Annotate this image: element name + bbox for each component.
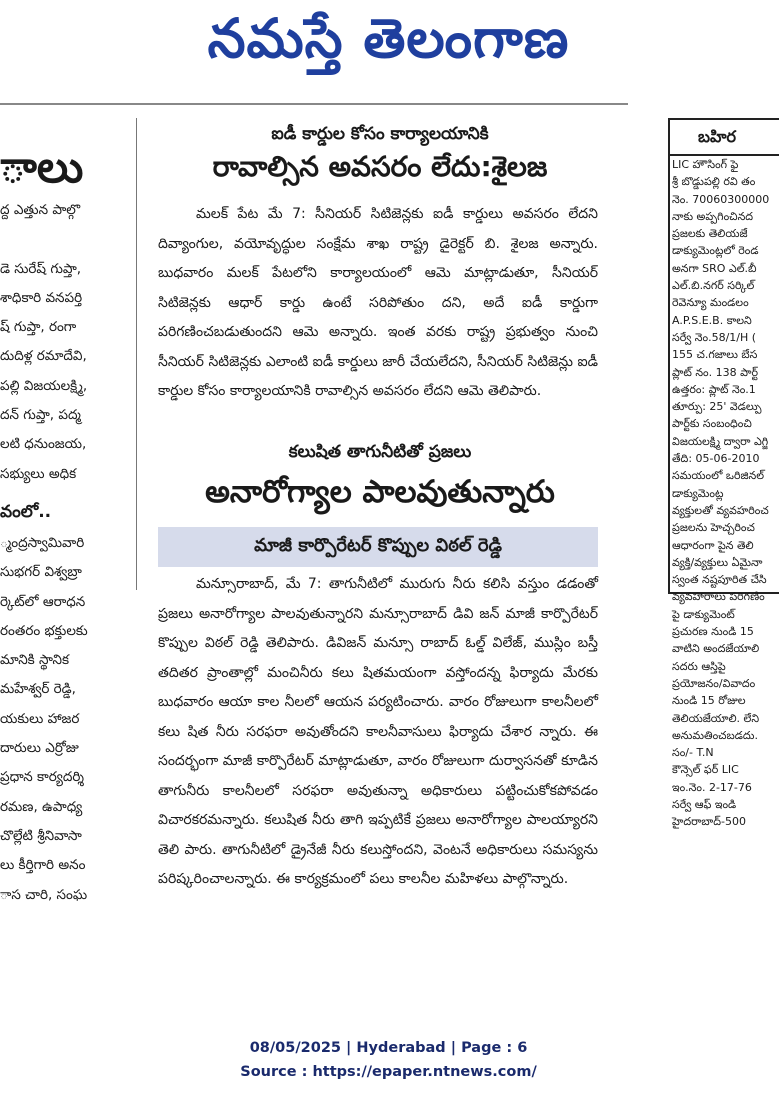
text-line: సభ్యులు అధిక <box>0 465 77 482</box>
article2-body-box <box>158 570 598 954</box>
footer-source: Source : https://epaper.ntnews.com/ <box>240 1064 537 1080</box>
text-line: తెలియజేయాలి. లేని <box>672 711 760 725</box>
left-column <box>0 140 126 903</box>
text-line: ఆధారంగా పైన తెలి <box>672 538 754 552</box>
text-line: ప్రజలను హెచ్చరించ <box>672 521 755 535</box>
text-line <box>0 225 126 254</box>
text-line: ప్రధాన కార్యదర్శి <box>0 769 85 786</box>
text-line: ప్రచురణ నుండి 15 <box>672 625 754 639</box>
text-line: ర్కెట్‌లో ఆరాధన <box>0 593 86 610</box>
left-column-text <box>0 196 126 489</box>
text-line: ద్ద ఎత్తున పాల్గొ <box>0 202 81 218</box>
article1-headline: రావాల్సిన అవసరం లేదు:శైలజ <box>212 150 548 183</box>
text-line: 155 చ.గజాలు బేస <box>672 348 758 362</box>
text-line: తేది: 05-06-2010 <box>672 452 760 466</box>
text-line: మహేశ్వర్ రెడ్డి, <box>0 681 76 698</box>
text-line: సుభగర్ విశ్వబ్రా <box>0 564 82 581</box>
text-line: నుండి 15 రోజుల <box>672 694 746 708</box>
text-line: రంతరం భక్తులకు <box>0 622 88 639</box>
text-line: సదరు ఆస్తిపై <box>672 659 726 673</box>
text-line: ఎల్.బి.నగర్ సర్కిల్ <box>672 279 755 293</box>
text-line: తూర్పు: 25' వెడల్పు <box>672 400 762 414</box>
text-line: డాక్యుమెంట్లలో రెండ <box>672 244 759 258</box>
text-line: లు కీర్తిగారి అనం <box>0 857 86 874</box>
text-line: శాధికారి వనపర్తి <box>0 289 83 306</box>
article1-body: మలక్ పేట మే 7: సీనియర్ సిటిజెన్లకు ఐడీ కార్డులు అవసరం లేదని దివ్యాంగుల, వయోవృద్ధుల సంక్షేమ శాఖ రాష్ట్ర డైరెక్టర్ బి. శైలజ అన్నారు. బుధవారం మలక్ పేటలోని కార్యాలయంలో ఆమె మాట్లాడుతూ, సీనియర్ సిటిజెన్లకు ఆధార్ కార్డు ఉంటే సరిపోతుం దని, అదే ఐడీ కార్డుగా పరిగణించబడుతుందని ఆమె అన్నారు. ఇంత వరకు రాష్ట్ర ప్రభుత్వం నుంచి సీనియర్ సిటిజెన్లకు ఎలాంటి ఐడీ కార్డులు జారీ చేయలేదని, సీనియర్ సిటిజెన్లు ఐడీ కార్డుల కోసం కార్యాలయానికి రావాల్సిన అవసరం లేదని ఆమె తెలిపారు. <box>158 206 598 399</box>
article2-headline: అనారోగ్యాల పాలవుతున్నారు <box>205 474 555 510</box>
left-column-subhead: వంలో.. <box>0 501 52 522</box>
text-line: సర్వే ఆఫ్ ఇండి <box>672 797 737 811</box>
right-notice-text <box>670 156 779 831</box>
text-line: యకులు హాజర <box>0 710 80 727</box>
left-column-headline: ాలు <box>0 142 84 193</box>
text-line: అనగా SRO ఎల్.బీ <box>672 261 757 275</box>
text-line: సర్వే నెం.58/1/H ( <box>672 330 757 344</box>
text-line: ఉత్తరం: ప్లాట్ నెం.1 <box>672 382 756 396</box>
text-line: వ్యవహారాలు పరిగణిం <box>672 590 765 604</box>
text-line: మానికి స్థానిక <box>0 652 70 669</box>
text-line: సమయంలో ఒరిజినల్ <box>672 469 765 483</box>
text-line: హైదరాబాద్-500 <box>672 815 746 829</box>
text-line: ాస చారి, సంఘ <box>0 886 88 903</box>
text-line: చొల్లేటి శ్రీనివాసా <box>0 827 82 844</box>
text-line: ప్రయోజనం/వివాదం <box>672 676 756 690</box>
article2-kicker: కలుషిత తాగునీటితో ప్రజలు <box>288 442 472 462</box>
text-line: దన్ గుప్తా, పద్మ <box>0 407 81 424</box>
article1-body-box <box>158 200 598 466</box>
text-line: డాక్యుమెంట్ల <box>672 486 724 500</box>
text-line: పై డాక్యుమెంట్ <box>672 607 735 621</box>
right-notice-header: బహిర <box>670 120 779 156</box>
left-column-text-2 <box>0 529 126 910</box>
column-divider <box>136 118 137 590</box>
text-line: దారులు ఎర్రోజు <box>0 740 79 757</box>
text-line: రమణ, ఉపాధ్య <box>0 798 83 815</box>
text-line: వ్యక్తి/వ్యక్తులు ఏమైనా <box>672 555 763 569</box>
text-line: శ్రీ బొడ్డుపల్లి రవి తం <box>672 175 756 189</box>
text-line: నెం. 70060300000 <box>672 192 770 206</box>
text-line: ప్రజలకు తెలియజే <box>672 227 748 241</box>
text-line: డె సురేష్ గుప్తా, <box>0 260 82 277</box>
text-line: దుదిళ్ల రమాదేవి, <box>0 348 87 365</box>
text-line: LIC హౌసింగ్ ఫై <box>672 158 739 171</box>
right-notice <box>668 118 779 829</box>
text-line: అనుమతించబడదు. <box>672 728 758 742</box>
text-line: ష్ గుప్తా, రంగా <box>0 319 77 336</box>
text-line: వ్యక్తులతో వ్యవహరించ <box>672 503 769 517</box>
text-line: ప్లాట్ నం. 138 పార్ట్ <box>672 365 758 379</box>
text-line: A.P.S.E.B. కాలని <box>672 313 752 327</box>
text-line: వాటిని అందజేయాలి <box>672 642 760 656</box>
text-line: విజయలక్ష్మి ద్వారా ఎగ్జి <box>672 434 769 448</box>
newspaper-masthead: నమస్తే తెలంగాణ <box>207 7 570 70</box>
article2-strap: మాజీ కార్పొరేటర్ కొప్పుల విఠల్ రెడ్డి <box>158 527 598 567</box>
text-line: ఇం.నెం. 2-17-76 <box>672 780 752 794</box>
top-divider <box>0 103 628 105</box>
text-line: పార్ట్‌కు సంబంధించి <box>672 417 752 431</box>
article1-kicker: ఐడీ కార్డుల కోసం కార్యాలయానికి <box>271 124 489 144</box>
article2-body: మన్సూరాబాద్, మే 7: తాగునీటిలో మురుగు నీరు కలిసి వస్తుం డడంతో ప్రజలు అనారోగ్యాల పాలవుతున్నారని మన్సూరాబాద్ డివి జన్ మాజీ కార్పొరేటర్ కొప్పుల విఠల్ రెడ్డి తెలిపారు. డివిజన్ మన్సూ రాబాద్ ఓల్డ్ విలేజ్, ముస్లిం బస్తీ తదితర ప్రాంతాల్లో మంచినీరు కలు షితమయంగా వస్తోందన్న ఫిర్యాదు మేరకు బుధవారం ఆయా కాల నీలలో ఆయన పర్యటించారు. వారం రోజులుగా కాలనీలలో కలు షిత నీరు సరఫరా అవుతోందని కాలనీవాసులు ఫిర్యాదు చేశార న్నారు. ఈ సందర్భంగా మాజీ కార్పొరేటర్ మాట్లాడుతూ, వారం రోజులుగా దుర్వాసనతో కూడిన తాగునీరు కాలనీలలో సరఫరా అవుతున్నా అధికారులు పట్టించుకోకపోవడం విచారకరమన్నారు. కలుషిత నీరు తాగి ఇప్పటికే ప్రజలు అనారోగ్యాల పాలయ్యారని తెలి పారు. తాగునీటిలో డ్రైనేజీ నీరు కలుస్తోందని, వెంటనే అధికారులు సమస్యను పరిష్కరించాలన్నారు. ఈ కార్యక్రమంలో పలు కాలనీల మహిళలు పాల్గొన్నారు. <box>158 576 598 887</box>
text-line: ్మంద్రస్వామివారి <box>0 534 85 551</box>
text-line: కౌన్సెల్ ఫర్ LIC <box>672 763 739 777</box>
text-line: సం/- T.N <box>672 746 714 760</box>
text-line: స్వంత నష్టపూరిత చేసి <box>672 573 767 587</box>
text-line: పల్లి విజయలక్ష్మి, <box>0 377 88 394</box>
text-line: రెవెన్యూ మండలం <box>672 296 749 310</box>
footer-date-page: 08/05/2025 | Hyderabad | Page : 6 <box>249 1040 528 1056</box>
text-line: నాకు అప్పగించినద <box>672 209 754 223</box>
text-line: లటి ధనుంజయ, <box>0 436 87 453</box>
